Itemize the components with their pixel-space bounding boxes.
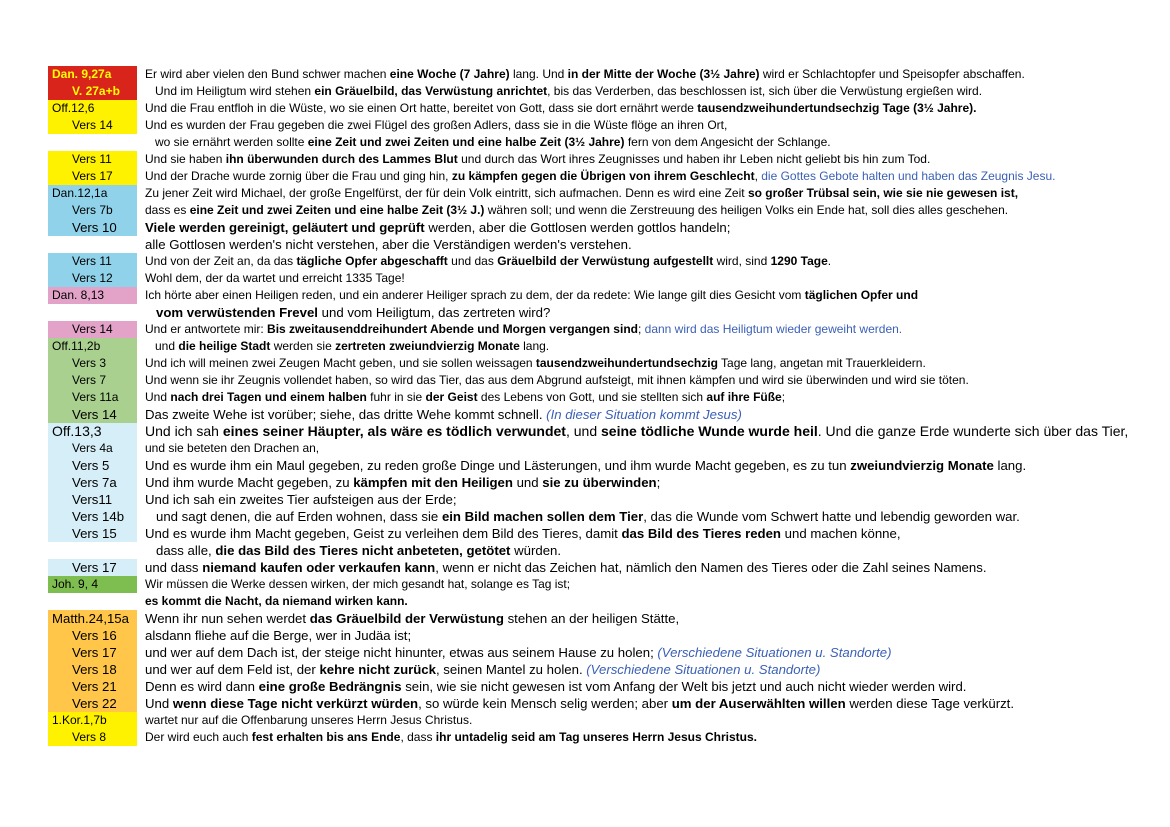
verse-row xyxy=(48,457,1128,474)
text-segment: Ich hörte aber einen Heiligen reden, und ein anderer Heiliger sprach zu dem, der da redete: Wie lange gilt dies Gesicht vom xyxy=(145,288,805,302)
text-segment: der Geist xyxy=(425,390,478,404)
verse-reference: Vers 21 xyxy=(48,678,137,695)
verse-row xyxy=(48,508,1128,525)
text-segment: Viele werden gereinigt, geläutert und geprüft xyxy=(145,220,425,235)
verse-row xyxy=(48,627,1128,644)
text-segment: lang. xyxy=(519,339,550,353)
verse-row xyxy=(48,542,1128,559)
verse-reference: Vers 11 xyxy=(48,151,137,168)
text-segment: (Verschiedene Situationen u. Standorte) xyxy=(586,662,821,677)
text-segment: es kommt die Nacht, da niemand wirken kann. xyxy=(145,594,408,608)
text-segment: in der Mitte der Woche (3½ Jahre) xyxy=(567,67,760,81)
text-segment: fuhr in sie xyxy=(366,390,426,404)
verse-text xyxy=(137,559,1128,576)
text-segment: (Verschiedene Situationen u. Standorte) xyxy=(657,645,892,660)
text-segment: um der Auserwählten willen xyxy=(671,696,846,711)
text-segment: so großer Trübsal sein, wie sie nie gewesen ist, xyxy=(747,186,1019,200)
verse-text xyxy=(137,644,1128,661)
verse-reference: Dan.12,1a xyxy=(48,185,137,202)
text-segment: Und xyxy=(145,390,171,404)
text-segment: ihr untadelig seid am Tag unseres Herrn Jesus Christus. xyxy=(435,730,758,744)
text-segment: , bis das Verderben, das beschlossen ist, sich über die Verwüstung ergießen wird. xyxy=(547,84,983,98)
verse-table xyxy=(48,66,1128,746)
verse-text xyxy=(137,355,1128,372)
text-segment: Und im Heiligtum wird stehen xyxy=(145,84,315,98)
text-segment: vom verwüstenden Frevel xyxy=(156,305,318,320)
text-segment: des Lebens von Gott, und sie stellten sich xyxy=(477,390,707,404)
text-segment: und xyxy=(512,475,543,490)
verse-reference: Off.11,2b xyxy=(48,338,137,355)
text-segment: und xyxy=(145,339,179,353)
text-segment: nach drei Tagen und einem halben xyxy=(170,390,367,404)
text-segment: wird, sind xyxy=(713,254,771,268)
verse-reference: Vers 18 xyxy=(48,661,137,678)
text-segment: , xyxy=(754,169,762,183)
text-segment: und sagt denen, die auf Erden wohnen, dass sie xyxy=(145,509,442,524)
text-segment: lang. Und xyxy=(509,67,568,81)
verse-reference: 1.Kor.1,7b xyxy=(48,712,137,729)
verse-reference: Vers 8 xyxy=(48,729,137,746)
verse-text xyxy=(137,406,1128,423)
verse-text xyxy=(137,219,1128,236)
text-segment: werden diese Tage verkürzt. xyxy=(845,696,1015,711)
text-segment: währen soll; und wenn die Zerstreuung des heiligen Volks ein Ende hat, soll dies alles geschehen. xyxy=(484,203,1009,217)
verse-text xyxy=(137,168,1128,185)
text-segment: Zu jener Zeit wird Michael, der große Engelfürst, der für dein Volk eintritt, sich aufmachen. Denn es wird eine Zeit xyxy=(145,186,748,200)
text-segment: Und es wurde ihm Macht gegeben, Geist zu verleihen dem Bild des Tieres, damit xyxy=(145,526,622,541)
verse-reference: Vers 14 xyxy=(48,406,137,423)
text-segment: fest erhalten bis ans Ende xyxy=(251,730,401,744)
verse-text xyxy=(137,338,1128,355)
verse-text xyxy=(137,389,1128,406)
verse-row xyxy=(48,219,1128,236)
text-segment: und durch das Wort ihres Zeugnisses und haben ihr Leben nicht geliebt bis hin zum Tod. xyxy=(457,152,931,166)
verse-reference: Vers 15 xyxy=(48,525,137,542)
text-segment: und dass xyxy=(145,560,203,575)
verse-text xyxy=(137,610,1128,627)
text-segment: auf ihre Füße xyxy=(706,390,782,404)
text-segment: (In dieser Situation kommt Jesus) xyxy=(546,407,742,422)
verse-row xyxy=(48,695,1128,712)
verse-row xyxy=(48,83,1128,100)
text-segment: Er wird aber vielen den Bund schwer machen xyxy=(145,67,390,81)
verse-row xyxy=(48,440,1128,457)
verse-reference: Vers 5 xyxy=(48,457,137,474)
text-segment: fern von dem Angesicht der Schlange. xyxy=(624,135,831,149)
verse-text xyxy=(137,83,1128,100)
verse-text xyxy=(137,270,1128,287)
text-segment: , und xyxy=(565,423,601,439)
text-segment: kämpfen mit den Heiligen xyxy=(353,475,513,490)
text-segment: Bis zweitausenddreihundert Abende und Morgen vergangen sind xyxy=(267,322,638,336)
text-segment: , dass xyxy=(400,730,436,744)
text-segment: tägliche Opfer abgeschafft xyxy=(296,254,448,268)
text-segment: die heilige Stadt xyxy=(178,339,271,353)
text-segment: 1290 Tage xyxy=(770,254,828,268)
verse-reference: Vers 11 xyxy=(48,253,137,270)
verse-row xyxy=(48,338,1128,355)
text-segment: , wenn er nicht das Zeichen hat, nämlich den Namen des Tieres oder die Zahl seines Namens. xyxy=(435,560,987,575)
verse-text xyxy=(137,712,1128,729)
verse-row xyxy=(48,406,1128,423)
text-segment: Wohl dem, der da wartet und erreicht 1335 Tage! xyxy=(145,271,405,285)
verse-text xyxy=(137,508,1128,525)
text-segment: . xyxy=(827,254,832,268)
text-segment: wenn diese Tage nicht verkürzt würden xyxy=(172,696,419,711)
text-segment: dass es xyxy=(145,203,190,217)
text-segment: und wer auf dem Dach ist, der steige nicht hinunter, etwas aus seinem Hause zu holen; xyxy=(145,645,658,660)
verse-row xyxy=(48,593,1128,610)
verse-row xyxy=(48,423,1128,440)
text-segment: stehen an der heiligen Stätte, xyxy=(503,611,680,626)
verse-text xyxy=(137,423,1128,440)
text-segment: ihn überwunden durch des Lammes Blut xyxy=(225,152,458,166)
verse-text xyxy=(137,576,1128,593)
verse-reference: Vers 7b xyxy=(48,202,137,219)
verse-reference: Vers 17 xyxy=(48,168,137,185)
text-segment: ein Gräuelbild, das Verwüstung anrichtet xyxy=(314,84,548,98)
text-segment: seine tödliche Wunde wurde heil xyxy=(601,423,818,439)
verse-text xyxy=(137,66,1128,83)
text-segment: Wir müssen die Werke dessen wirken, der mich gesandt hat, solange es Tag ist; xyxy=(145,577,571,591)
text-segment: eine große Bedrängnis xyxy=(258,679,402,694)
text-segment: werden, aber die Gottlosen werden gottlos handeln; xyxy=(424,220,731,235)
verse-row xyxy=(48,610,1128,627)
verse-text xyxy=(137,661,1128,678)
text-segment: , so würde kein Mensch selig werden; aber xyxy=(418,696,672,711)
text-segment: ; xyxy=(781,390,786,404)
text-segment: ; xyxy=(656,475,661,490)
verse-text xyxy=(137,253,1128,270)
text-segment: dann wird das Heiligtum wieder geweiht werden. xyxy=(644,322,903,336)
verse-text xyxy=(137,287,1128,304)
verse-row xyxy=(48,270,1128,287)
verse-row xyxy=(48,389,1128,406)
verse-reference: Vers 14 xyxy=(48,117,137,134)
verse-text xyxy=(137,542,1128,559)
verse-row xyxy=(48,66,1128,83)
text-segment: tausendzweihundertundsechzig xyxy=(535,356,718,370)
verse-text xyxy=(137,491,1128,508)
text-segment: täglichen Opfer und xyxy=(804,288,919,302)
text-segment: sein, wie sie nicht gewesen ist vom Anfang der Welt bis jetzt und auch nicht wieder werden wird. xyxy=(401,679,967,694)
verse-text xyxy=(137,236,1128,253)
verse-row xyxy=(48,712,1128,729)
verse-text xyxy=(137,695,1128,712)
text-segment: Und er antwortete mir: xyxy=(145,322,268,336)
text-segment: Denn es wird dann xyxy=(145,679,259,694)
text-segment: und sie beteten den Drachen an, xyxy=(145,441,320,455)
verse-row xyxy=(48,372,1128,389)
text-segment: eine Woche (7 Jahre) xyxy=(389,67,510,81)
text-segment: das Bild des Tieres reden xyxy=(621,526,781,541)
verse-row xyxy=(48,644,1128,661)
verse-reference: Vers 3 xyxy=(48,355,137,372)
text-segment: sie zu überwinden xyxy=(542,475,657,490)
text-segment: ; xyxy=(637,322,645,336)
text-segment: eine Zeit und zwei Zeiten und eine halbe Zeit (3½ Jahre) xyxy=(307,135,625,149)
verse-row xyxy=(48,525,1128,542)
text-segment: und wer auf dem Feld ist, der xyxy=(145,662,320,677)
text-segment: und das xyxy=(447,254,498,268)
verse-text xyxy=(137,321,1128,338)
verse-row xyxy=(48,559,1128,576)
verse-row xyxy=(48,168,1128,185)
text-segment: wartet nur auf die Offenbarung unseres Herrn Jesus Christus. xyxy=(145,713,473,727)
verse-row xyxy=(48,474,1128,491)
verse-row xyxy=(48,151,1128,168)
text-segment: zweiundvierzig Monate xyxy=(850,458,994,473)
verse-reference: Matth.24,15a xyxy=(48,610,137,627)
verse-row xyxy=(48,117,1128,134)
verse-reference: Vers 7 xyxy=(48,372,137,389)
text-segment: zertreten zweiundvierzig Monate xyxy=(335,339,520,353)
verse-text xyxy=(137,593,1128,610)
text-segment: ein Bild machen sollen dem Tier xyxy=(441,509,644,524)
text-segment: Wenn ihr nun sehen werdet xyxy=(145,611,310,626)
text-segment: . Und die ganze Erde wunderte sich über das Tier, xyxy=(817,423,1129,439)
verse-reference: Vers 17 xyxy=(48,644,137,661)
verse-row xyxy=(48,100,1128,117)
text-segment: eine Zeit und zwei Zeiten und eine halbe Zeit (3½ J.) xyxy=(189,203,485,217)
verse-reference: Dan. 8,13 xyxy=(48,287,137,304)
verse-reference: Dan. 9,27a xyxy=(48,66,137,83)
text-segment: lang. xyxy=(993,458,1027,473)
verse-text xyxy=(137,457,1128,474)
verse-reference: Joh. 9, 4 xyxy=(48,576,137,593)
verse-text xyxy=(137,117,1128,134)
text-segment: Und xyxy=(145,696,173,711)
text-segment: Und ich sah ein zweites Tier aufsteigen aus der Erde; xyxy=(145,492,457,507)
verse-text xyxy=(137,202,1128,219)
verse-text xyxy=(137,100,1128,117)
text-segment: alsdann fliehe auf die Berge, wer in Judäa ist; xyxy=(145,628,412,643)
text-segment: und vom Heiligtum, das zertreten wird? xyxy=(317,305,551,320)
verse-text xyxy=(137,134,1128,151)
text-segment: wo sie ernährt werden sollte xyxy=(145,135,308,149)
verse-reference: Vers 11a xyxy=(48,389,137,406)
verse-text xyxy=(137,474,1128,491)
verse-row xyxy=(48,202,1128,219)
verse-reference: Vers 4a xyxy=(48,440,137,457)
text-segment: Und es wurde ihm ein Maul gegeben, zu reden große Dinge und Lästerungen, und ihm wurde Macht gegeben, es zu tun xyxy=(145,458,851,473)
verse-text xyxy=(137,627,1128,644)
verse-text xyxy=(137,185,1128,202)
verse-reference: Vers11 xyxy=(48,491,137,508)
verse-row xyxy=(48,236,1128,253)
text-segment: Und sie haben xyxy=(145,152,226,166)
text-segment: würden. xyxy=(510,543,562,558)
text-segment: Gräuelbild der Verwüstung aufgestellt xyxy=(497,254,714,268)
verse-row xyxy=(48,253,1128,270)
text-segment: wird er Schlachtopfer und Speisopfer abschaffen. xyxy=(759,67,1025,81)
text-segment: Und ihm wurde Macht gegeben, zu xyxy=(145,475,354,490)
verse-text xyxy=(137,729,1128,746)
verse-row xyxy=(48,576,1128,593)
text-segment: dass alle, xyxy=(145,543,216,558)
text-segment: und machen könne, xyxy=(781,526,901,541)
verse-row xyxy=(48,287,1128,304)
text-segment: die das Bild des Tieres nicht anbeteten, getötet xyxy=(215,543,511,558)
text-segment: Der wird euch auch xyxy=(145,730,252,744)
verse-reference: Off.13,3 xyxy=(48,423,137,440)
verse-reference: V. 27a+b xyxy=(48,83,137,100)
text-segment: niemand kaufen oder verkaufen kann xyxy=(202,560,436,575)
verse-row xyxy=(48,134,1128,151)
verse-row xyxy=(48,185,1128,202)
verse-row xyxy=(48,729,1128,746)
text-segment: Und es wurden der Frau gegeben die zwei Flügel des großen Adlers, dass sie in die Wüste flöge an ihren Ort, xyxy=(145,118,728,132)
text-segment: Das zweite Wehe ist vorüber; siehe, das dritte Wehe kommt schnell. xyxy=(145,407,547,422)
text-segment: das Gräuelbild der Verwüstung xyxy=(309,611,504,626)
verse-reference: Vers 16 xyxy=(48,627,137,644)
verse-row xyxy=(48,355,1128,372)
verse-row xyxy=(48,321,1128,338)
verse-reference: Vers 7a xyxy=(48,474,137,491)
verse-text xyxy=(137,678,1128,695)
verse-row xyxy=(48,491,1128,508)
text-segment: alle Gottlosen werden's nicht verstehen, aber die Verständigen werden's verstehen. xyxy=(145,237,632,252)
verse-reference: Off.12,6 xyxy=(48,100,137,117)
verse-reference: Vers 22 xyxy=(48,695,137,712)
verse-row xyxy=(48,678,1128,695)
text-segment xyxy=(145,305,156,320)
verse-row xyxy=(48,304,1128,321)
verse-reference: Vers 14b xyxy=(48,508,137,525)
verse-text xyxy=(137,304,1128,321)
verse-text xyxy=(137,151,1128,168)
text-segment: zu kämpfen gegen die Übrigen von ihrem Geschlecht xyxy=(451,169,755,183)
text-segment: Und der Drache wurde zornig über die Frau und ging hin, xyxy=(145,169,452,183)
text-segment: Tage lang, angetan mit Trauerkleidern. xyxy=(717,356,926,370)
text-segment: kehre nicht zurück xyxy=(319,662,436,677)
text-segment: Und wenn sie ihr Zeugnis vollendet haben, so wird das Tier, das aus dem Abgrund aufsteigt, mit ihnen kämpfen und wird sie überwinden und wird sie töten. xyxy=(145,373,969,387)
verse-reference: Vers 10 xyxy=(48,219,137,236)
text-segment: werden sie xyxy=(270,339,336,353)
verse-text xyxy=(137,525,1128,542)
text-segment: Und ich will meinen zwei Zeugen Macht geben, und sie sollen weissagen xyxy=(145,356,536,370)
verse-reference: Vers 12 xyxy=(48,270,137,287)
text-segment: die Gottes Gebote halten und haben das Zeugnis Jesu. xyxy=(761,169,1056,183)
verse-reference: Vers 17 xyxy=(48,559,137,576)
verse-reference: Vers 14 xyxy=(48,321,137,338)
text-segment: Und von der Zeit an, da das xyxy=(145,254,297,268)
text-segment: , seinen Mantel zu holen. xyxy=(435,662,587,677)
verse-text xyxy=(137,372,1128,389)
text-segment: Und ich sah xyxy=(145,423,223,439)
text-segment: eines seiner Häupter, als wäre es tödlich verwundet xyxy=(222,423,566,439)
text-segment: , das die Wunde vom Schwert hatte und lebendig geworden war. xyxy=(643,509,1020,524)
verse-text xyxy=(137,440,1128,457)
text-segment: Und die Frau entfloh in die Wüste, wo sie einen Ort hatte, bereitet von Gott, dass sie dort ernährt werde xyxy=(145,101,698,115)
text-segment: tausendzweihundertundsechzig Tage (3½ Jahre). xyxy=(697,101,977,115)
verse-row xyxy=(48,661,1128,678)
